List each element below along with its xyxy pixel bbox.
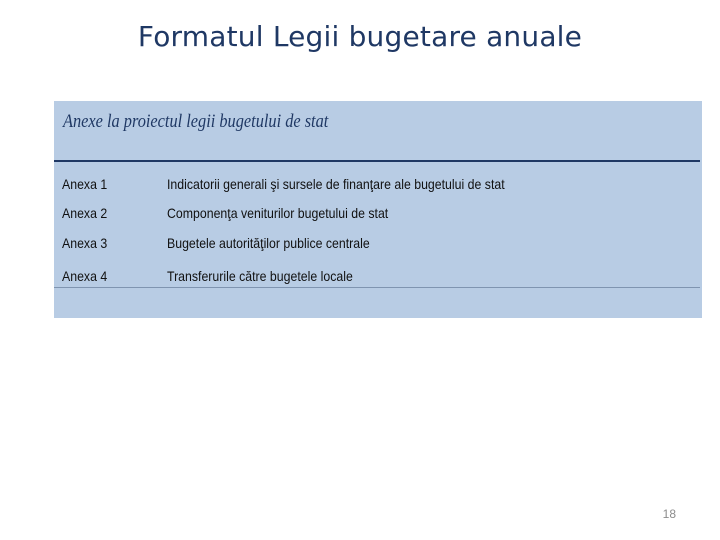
annex-label: Anexa 3	[62, 235, 108, 251]
bottom-divider	[54, 287, 700, 288]
annex-description: Componenţa veniturilor bugetului de stat	[167, 205, 389, 221]
panel-heading: Anexe la proiectul legii bugetului de stat	[63, 111, 329, 132]
annex-row-1	[54, 176, 700, 196]
slide-title: Formatul Legii bugetare anuale	[137, 20, 583, 53]
annex-row-3	[54, 235, 700, 255]
annex-label: Anexa 1	[62, 176, 108, 192]
heading-divider	[54, 160, 700, 162]
annex-description: Indicatorii generali şi sursele de finanţare ale bugetului de stat	[167, 176, 505, 192]
annex-description: Bugetele autorităţilor publice centrale	[167, 235, 370, 251]
annex-panel	[54, 101, 702, 318]
annex-row-4	[54, 268, 700, 288]
annex-label: Anexa 2	[62, 205, 108, 221]
page-number: 18	[662, 507, 676, 521]
annex-label: Anexa 4	[62, 268, 108, 284]
annex-row-2	[54, 205, 700, 225]
annex-description: Transferurile către bugetele locale	[167, 268, 353, 284]
